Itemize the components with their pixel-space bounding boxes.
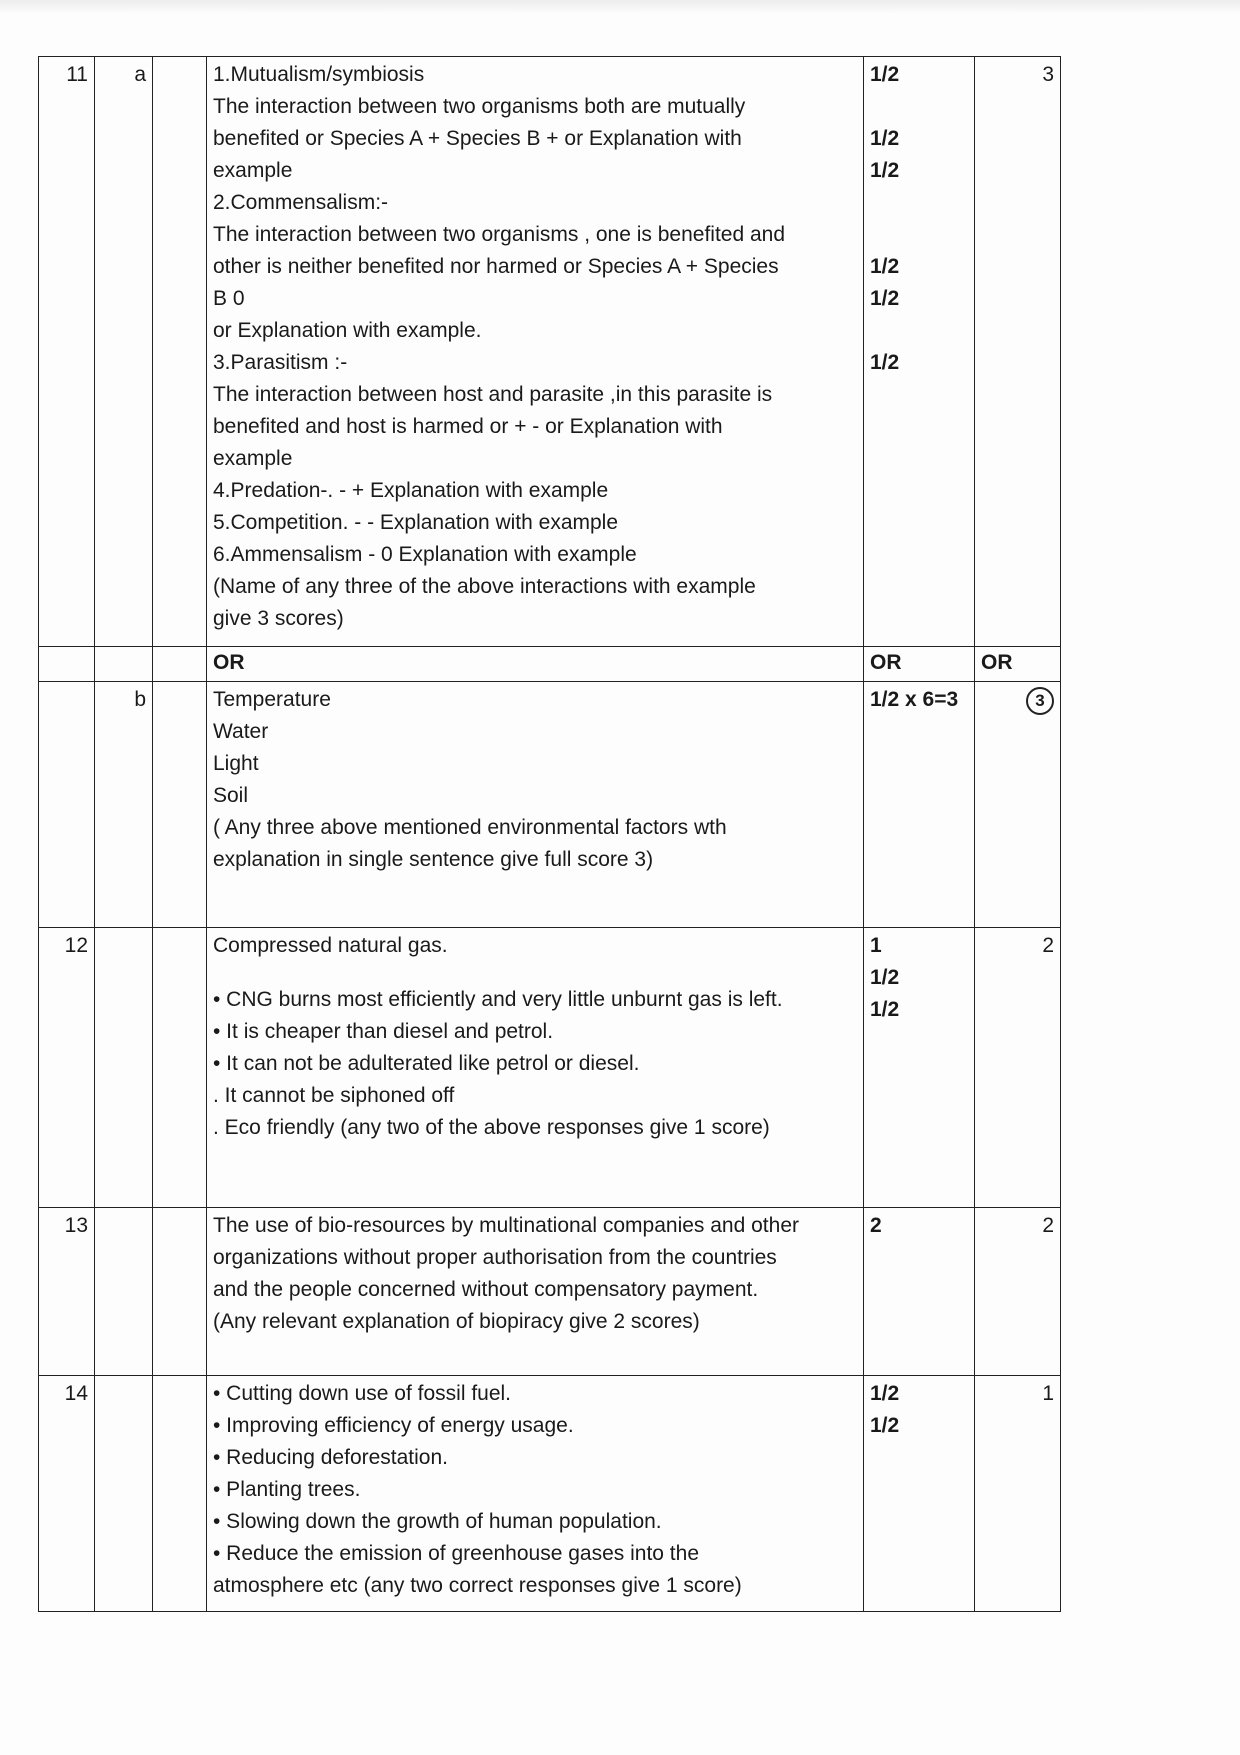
answer-heading: Compressed natural gas. <box>213 934 448 957</box>
answer-line: 3.Parasitism :- <box>213 351 348 374</box>
question-number: 14 <box>39 1376 95 1612</box>
answer-line: and the people concerned without compensatory payment. <box>213 1278 759 1301</box>
answer-line: Water <box>213 720 269 743</box>
mark-value: 1/2 <box>870 127 900 150</box>
mark-value: 1/2 <box>870 159 900 182</box>
table-row-q11b <box>39 682 1061 928</box>
question-part: b <box>95 682 153 928</box>
or-label: OR <box>975 647 1061 682</box>
mark-value: 1/2 <box>870 287 900 310</box>
empty-cell <box>95 928 153 1208</box>
answer-line: other is neither benefited nor harmed or Species A + Species <box>213 255 779 278</box>
answer-line: or Explanation with example. <box>213 319 482 342</box>
empty-cell <box>153 1376 207 1612</box>
spacer <box>213 962 857 984</box>
answer-line: benefited or Species A + Species B + or Explanation with <box>213 127 742 150</box>
answer-line: Temperature <box>213 688 331 711</box>
answer-line: • Improving efficiency of energy usage. <box>213 1414 574 1437</box>
answer-line: 6.Ammensalism - 0 Explanation with example <box>213 543 637 566</box>
answer-line: (Any relevant explanation of biopiracy give 2 scores) <box>213 1310 700 1333</box>
empty-cell <box>153 647 207 682</box>
sub-part-cell <box>153 682 207 928</box>
answer-line: 1.Mutualism/symbiosis <box>213 63 425 86</box>
answer-line: Light <box>213 752 259 775</box>
answer-line: 2.Commensalism:- <box>213 191 389 214</box>
answer-line: atmosphere etc (any two correct responses give 1 score) <box>213 1574 742 1597</box>
mark-value: 1/2 <box>870 63 900 86</box>
question-number: 13 <box>39 1208 95 1376</box>
answer-cell <box>207 682 864 928</box>
question-number: 12 <box>39 928 95 1208</box>
answer-line: . It cannot be siphoned off <box>213 1084 455 1107</box>
answer-line: B 0 <box>213 287 245 310</box>
answer-line: benefited and host is harmed or + - or Explanation with <box>213 415 723 438</box>
answer-line: give 3 scores) <box>213 607 344 630</box>
mark-value: 1/2 <box>870 966 900 989</box>
answer-line: • Reduce the emission of greenhouse gases into the <box>213 1542 699 1565</box>
or-label: OR <box>864 647 975 682</box>
empty-cell <box>95 647 153 682</box>
answer-line: example <box>213 447 293 470</box>
answer-cell <box>207 57 864 647</box>
empty-cell <box>153 928 207 1208</box>
mark-value: 1/2 <box>870 351 900 374</box>
mark-value: 1/2 <box>870 998 900 1021</box>
mark-value: 1/2 <box>870 1414 900 1437</box>
marks-cell: 2 <box>864 1208 975 1376</box>
answer-line: • CNG burns most efficiently and very little unburnt gas is left. <box>213 988 783 1011</box>
total-score-cell <box>975 682 1061 928</box>
empty-cell <box>39 682 95 928</box>
table-row-q13 <box>39 1208 1061 1376</box>
marks-cell: 1/2 x 6=3 <box>864 682 975 928</box>
answer-line: • It can not be adulterated like petrol or diesel. <box>213 1052 640 1075</box>
mark-value <box>870 315 968 347</box>
circled-total-score: 3 <box>1026 687 1054 715</box>
table-row-q12 <box>39 928 1061 1208</box>
answer-line: • Planting trees. <box>213 1478 361 1501</box>
mark-value <box>870 91 968 123</box>
mark-value: 1 <box>870 934 882 957</box>
question-number: 11 <box>39 57 95 647</box>
answer-line: • Slowing down the growth of human population. <box>213 1510 662 1533</box>
answer-line: ( Any three above mentioned environmental factors wth <box>213 816 727 839</box>
empty-cell <box>39 647 95 682</box>
answer-cell <box>207 928 864 1208</box>
total-score: 2 <box>975 928 1061 1208</box>
marks-cell <box>864 928 975 1208</box>
answer-line: 5.Competition. - - Explanation with example <box>213 511 619 534</box>
answer-line: Soil <box>213 784 249 807</box>
mark-value: 1/2 <box>870 255 900 278</box>
empty-cell <box>95 1376 153 1612</box>
total-score: 3 <box>975 57 1061 647</box>
answer-cell <box>207 1208 864 1376</box>
answer-line: The interaction between host and parasite ,in this parasite is <box>213 383 773 406</box>
or-label: OR <box>207 647 864 682</box>
empty-cell <box>153 1208 207 1376</box>
answer-line: example <box>213 159 293 182</box>
answer-line: The interaction between two organisms , one is benefited and <box>213 223 786 246</box>
mark-value: 1/2 <box>870 1382 900 1405</box>
answer-line: 4.Predation-. - + Explanation with example <box>213 479 609 502</box>
mark-value <box>870 187 968 219</box>
answer-cell <box>207 1376 864 1612</box>
table-row-q11a <box>39 57 1061 647</box>
mark-value <box>870 219 968 251</box>
answer-line: • It is cheaper than diesel and petrol. <box>213 1020 554 1043</box>
total-score: 1 <box>975 1376 1061 1612</box>
total-score: 2 <box>975 1208 1061 1376</box>
table-row-or <box>39 647 1061 682</box>
answer-line: • Reducing deforestation. <box>213 1446 448 1469</box>
answer-line: . Eco friendly (any two of the above responses give 1 score) <box>213 1116 770 1139</box>
answer-key-table <box>38 56 1061 1612</box>
empty-cell <box>95 1208 153 1376</box>
marks-cell <box>864 57 975 647</box>
question-part: a <box>95 57 153 647</box>
marks-cell <box>864 1376 975 1612</box>
table-row-q14 <box>39 1376 1061 1612</box>
answer-line: • Cutting down use of fossil fuel. <box>213 1382 512 1405</box>
answer-line: (Name of any three of the above interactions with example <box>213 575 756 598</box>
sub-part-cell <box>153 57 207 647</box>
answer-line: The use of bio-resources by multinational companies and other <box>213 1214 799 1237</box>
answer-line: explanation in single sentence give full score 3) <box>213 848 654 871</box>
answer-line: The interaction between two organisms both are mutually <box>213 95 746 118</box>
answer-line: organizations without proper authorisation from the countries <box>213 1246 777 1269</box>
